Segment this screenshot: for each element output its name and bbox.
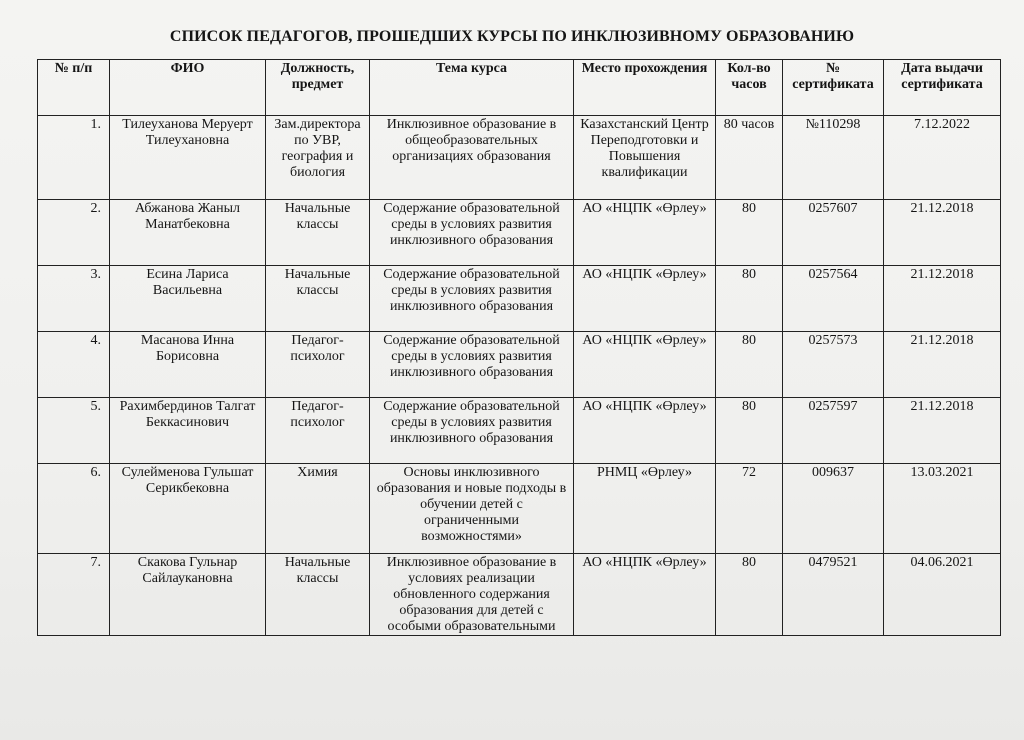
cell-cert-no: 0257607 bbox=[783, 200, 884, 266]
cell-num: 3. bbox=[38, 266, 110, 332]
cell-topic: Инклюзивное образование в условиях реализации обновленного содержания образования для детей с особыми образовательными bbox=[370, 554, 574, 636]
cell-cert-no: 009637 bbox=[783, 464, 884, 554]
cell-cert-no: №110298 bbox=[783, 116, 884, 200]
cell-cert-date: 21.12.2018 bbox=[884, 332, 1001, 398]
table-row bbox=[38, 200, 1001, 266]
cell-num: 7. bbox=[38, 554, 110, 636]
cell-cert-no: 0257597 bbox=[783, 398, 884, 464]
cell-hours: 80 bbox=[716, 266, 783, 332]
cell-hours: 80 bbox=[716, 332, 783, 398]
cell-cert-date: 21.12.2018 bbox=[884, 200, 1001, 266]
cell-fio: Скакова Гульнар Сайлаукановна bbox=[110, 554, 266, 636]
cell-topic: Содержание образовательной среды в условиях развития инклюзивного образования bbox=[370, 266, 574, 332]
table-row bbox=[38, 116, 1001, 200]
cell-topic: Содержание образовательной среды в условиях развития инклюзивного образования bbox=[370, 332, 574, 398]
header-topic: Тема курса bbox=[370, 60, 574, 116]
header-hours: Кол-во часов bbox=[716, 60, 783, 116]
cell-place: АО «НЦПК «Өрлеу» bbox=[574, 332, 716, 398]
cell-cert-date: 13.03.2021 bbox=[884, 464, 1001, 554]
cell-fio: Абжанова Жаныл Манатбековна bbox=[110, 200, 266, 266]
table-row bbox=[38, 464, 1001, 554]
cell-position: Химия bbox=[266, 464, 370, 554]
cell-hours: 80 bbox=[716, 398, 783, 464]
cell-hours: 80 bbox=[716, 554, 783, 636]
cell-num: 5. bbox=[38, 398, 110, 464]
teachers-table bbox=[37, 59, 1001, 636]
header-cert-date: Дата выдачи сертификата bbox=[884, 60, 1001, 116]
cell-position: Начальные классы bbox=[266, 200, 370, 266]
cell-place: АО «НЦПК «Өрлеу» bbox=[574, 200, 716, 266]
cell-cert-no: 0257573 bbox=[783, 332, 884, 398]
cell-cert-date: 21.12.2018 bbox=[884, 398, 1001, 464]
cell-place: АО «НЦПК «Өрлеу» bbox=[574, 554, 716, 636]
header-fio: ФИО bbox=[110, 60, 266, 116]
document-title: СПИСОК ПЕДАГОГОВ, ПРОШЕДШИХ КУРСЫ ПО ИНКЛЮЗИВНОМУ ОБРАЗОВАНИЮ bbox=[169, 28, 855, 45]
header-cert-no: № сертификата bbox=[783, 60, 884, 116]
table-row bbox=[38, 554, 1001, 636]
header-place: Место прохождения bbox=[574, 60, 716, 116]
cell-fio: Рахимбердинов Талгат Беккасинович bbox=[110, 398, 266, 464]
cell-topic: Инклюзивное образование в общеобразовательных организациях образования bbox=[370, 116, 574, 200]
cell-position: Начальные классы bbox=[266, 266, 370, 332]
cell-fio: Масанова Инна Борисовна bbox=[110, 332, 266, 398]
cell-topic: Содержание образовательной среды в условиях развития инклюзивного образования bbox=[370, 398, 574, 464]
header-position: Должность, предмет bbox=[266, 60, 370, 116]
header-num: № п/п bbox=[38, 60, 110, 116]
cell-fio: Тилеуханова Меруерт Тилеухановна bbox=[110, 116, 266, 200]
cell-cert-no: 0257564 bbox=[783, 266, 884, 332]
cell-position: Педагог-психолог bbox=[266, 332, 370, 398]
cell-place: АО «НЦПК «Өрлеу» bbox=[574, 398, 716, 464]
cell-cert-date: 21.12.2018 bbox=[884, 266, 1001, 332]
cell-num: 4. bbox=[38, 332, 110, 398]
cell-hours: 80 часов bbox=[716, 116, 783, 200]
cell-cert-date: 04.06.2021 bbox=[884, 554, 1001, 636]
cell-place: АО «НЦПК «Өрлеу» bbox=[574, 266, 716, 332]
cell-cert-date: 7.12.2022 bbox=[884, 116, 1001, 200]
cell-num: 2. bbox=[38, 200, 110, 266]
cell-place: РНМЦ «Өрлеу» bbox=[574, 464, 716, 554]
cell-topic: Основы инклюзивного образования и новые подходы в обучении детей с ограниченными возможностями» bbox=[370, 464, 574, 554]
table-header-row bbox=[38, 60, 1001, 116]
cell-num: 6. bbox=[38, 464, 110, 554]
cell-fio: Есина Лариса Васильевна bbox=[110, 266, 266, 332]
cell-position: Зам.директора по УВР, география и биология bbox=[266, 116, 370, 200]
cell-position: Начальные классы bbox=[266, 554, 370, 636]
cell-hours: 72 bbox=[716, 464, 783, 554]
cell-hours: 80 bbox=[716, 200, 783, 266]
table-row bbox=[38, 332, 1001, 398]
cell-num: 1. bbox=[38, 116, 110, 200]
cell-cert-no: 0479521 bbox=[783, 554, 884, 636]
cell-topic: Содержание образовательной среды в условиях развития инклюзивного образования bbox=[370, 200, 574, 266]
table-row bbox=[38, 266, 1001, 332]
table-row bbox=[38, 398, 1001, 464]
cell-fio: Сулейменова Гульшат Серикбековна bbox=[110, 464, 266, 554]
cell-position: Педагог-психолог bbox=[266, 398, 370, 464]
cell-place: Казахстанский Центр Переподготовки и Повышения квалификации bbox=[574, 116, 716, 200]
